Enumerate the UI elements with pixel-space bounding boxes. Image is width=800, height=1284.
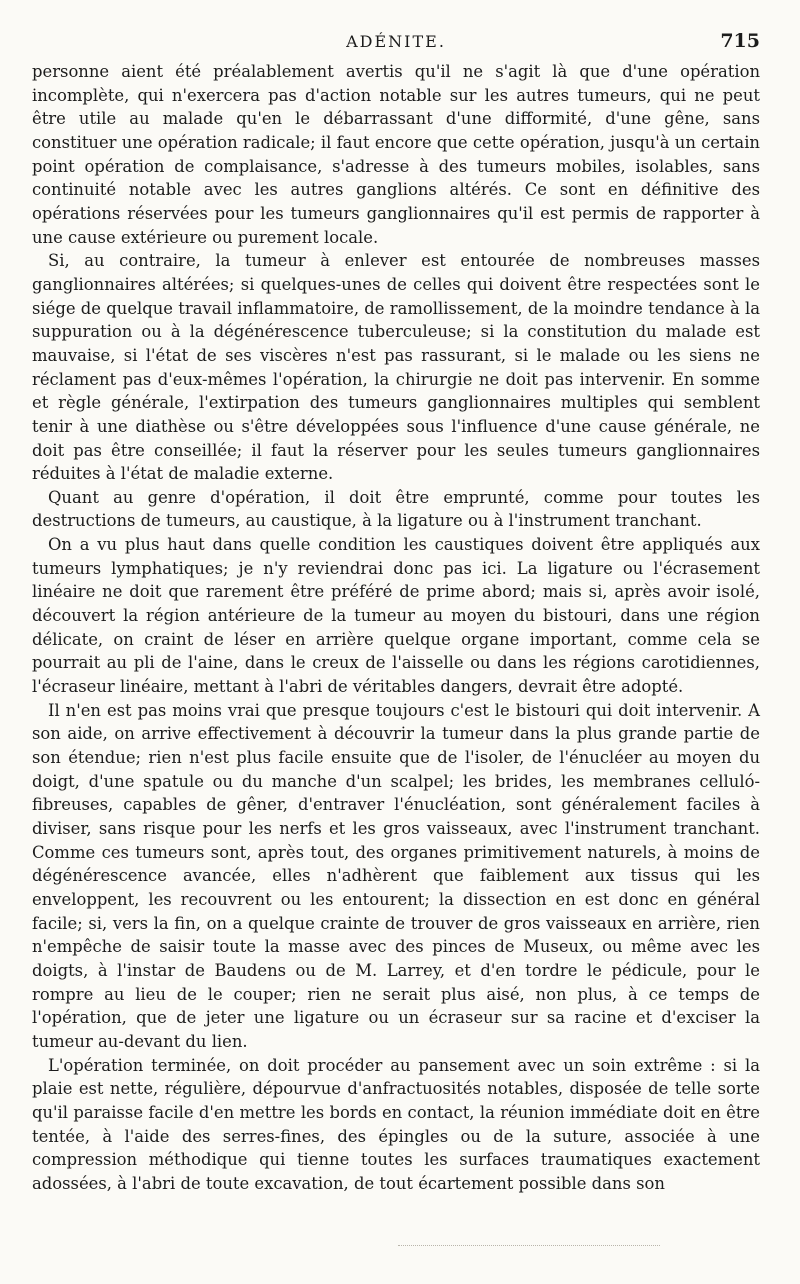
paragraph: Quant au genre d'opération, il doit être emprunté, comme pour toutes les destructions de tumeurs, au caustique, à la ligature ou à l'instrument tranchant. xyxy=(32,487,760,531)
paragraph: Si, au contraire, la tumeur à enlever est entourée de nombreuses masses ganglionnaires altérées; si quelques-unes de celles qui doivent être respectées sont le siége de quelque travail inflammatoire, de ramollissement, de la moindre tendance à la suppuration ou à la dégénérescence tuberculeuse; si la constitution du malade est mauvaise, si l'état de ses viscères n'est pas rassurant, si le malade ou les siens ne réclament pas d'eux-mêmes l'opération, la chirurgie ne doit pas intervenir. En somme et règle générale, l'extirpation des tumeurs ganglionnaires multiples qui semblent tenir à une diathèse ou s'être développées sous l'influence d'une cause générale, ne doit pas être conseillée; il faut la réserver pour les seules tumeurs ganglionnaires réduites à l'état de maladie externe. xyxy=(32,251,760,484)
paragraph: On a vu plus haut dans quelle condition les caustiques doivent être appliqués aux tumeurs lymphatiques; je n'y reviendrai donc pas ici. La ligature ou l'écrasement linéaire ne doit que rarement être préféré de prime abord; mais si, après avoir isolé, découvert la région antérieure de la tumeur au moyen du bistouri, dans une région délicate, on craint de léser en arrière quelque organe important, comme cela se pourrait au pli de l'aine, dans le creux de l'aisselle ou dans les régions carotidiennes, l'écraseur linéaire, mettant à l'abri de véritables dangers, devrait être adopté. xyxy=(32,535,760,697)
page-number: 715 xyxy=(720,30,760,52)
running-title: ADÉNITE. xyxy=(346,32,446,51)
paragraph-continued: personne aient été préalablement avertis qu'il ne s'agit là que d'une opération incomplète, qui n'exercera pas d'action notable sur les autres tumeurs, qui ne peut être utile au malade qu'en le débarrassant d'une difformité, d'une gêne, sans constituer une opération radicale; il faut encore que cette opération, jusqu'à un certain point opération de complaisance, s'adresse à des tumeurs mobiles, isolables, sans continuité notable avec les autres ganglions altérés. Ce sont en définitive des opérations réservées pour les tumeurs ganglionnaires qu'il est permis de rapporter à une cause extérieure ou purement locale. xyxy=(32,62,760,247)
footer-rule xyxy=(398,1245,660,1246)
paragraph: Il n'en est pas moins vrai que presque toujours c'est le bistouri qui doit intervenir. A son aide, on arrive effectivement à découvrir la tumeur dans la plus grande partie de son étendue; rien n'est plus facile ensuite que de l'isoler, de l'énucléer au moyen du doigt, d'une spatule ou du manche d'un scalpel; les brides, les membranes celluló-fibreuses, capables de gêner, d'entraver l'énucléation, sont généralement faciles à diviser, sans risque pour les nerfs et les gros vaisseaux, avec l'instrument tranchant. Comme ces tumeurs sont, après tout, des organes primitivement naturels, à moins de dégénérescence avancée, elles n'adhèrent que faiblement aux tissus qui les enveloppent, les recouvrent ou les entourent; la dissection en est donc en général facile; si, vers la fin, on a quelque crainte de trouver de gros vaisseaux en arrière, rien n'empêche de saisir toute la masse avec des pinces de Museux, ou même avec les doigts, à l'instar de Baudens ou de M. Larrey, et d'en tordre le pédicule, pour le rompre au lieu de le couper; rien ne serait plus aisé, non plus, à ce temps de l'opération, que de jeter une ligature ou un écraseur sur sa racine et d'exciser la tumeur au-devant du lien. xyxy=(32,700,760,1051)
running-head xyxy=(32,30,760,56)
body-text xyxy=(32,60,760,1196)
paragraph: L'opération terminée, on doit procéder au pansement avec un soin extrême : si la plaie est nette, régulière, dépourvue d'anfractuosités notables, disposée de telle sorte qu'il paraisse facile d'en mettre les bords en contact, la réunion immédiate doit en être tentée, à l'aide des serres-fines, des épingles ou de la suture, associée à une compression méthodique qui tienne toutes les surfaces traumatiques exactement adossées, à l'abri de toute excavation, de tout écartement possible dans son xyxy=(32,1055,760,1193)
